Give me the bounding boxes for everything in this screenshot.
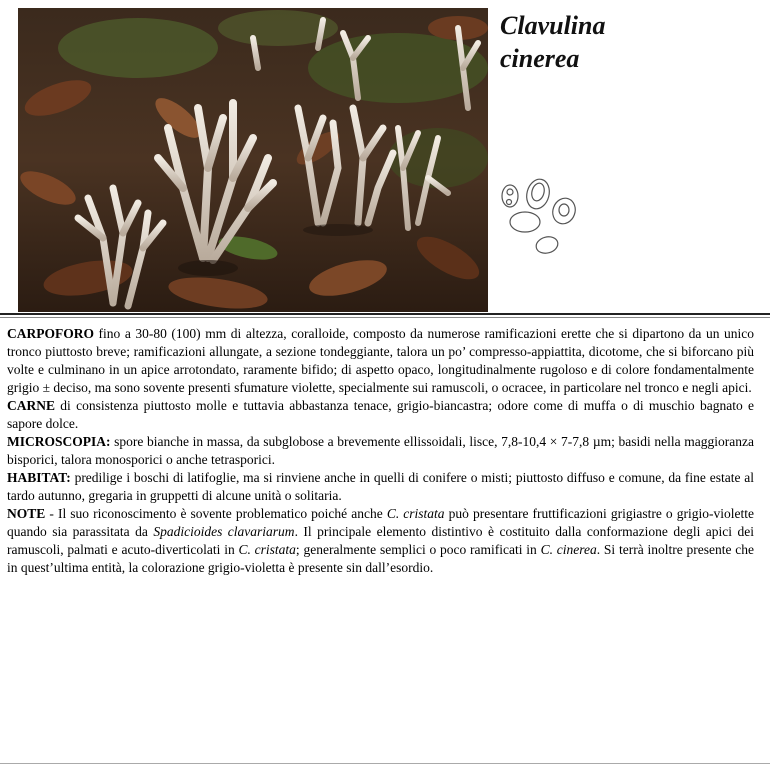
heading-note: NOTE xyxy=(7,506,46,521)
note-text-2: può presentare fruttificazioni grigiastre o grigio-violette quando sia parassitata da xyxy=(7,506,754,539)
specimen-photo xyxy=(18,8,488,312)
spores-drawing xyxy=(496,175,586,260)
text-habitat: predilige i boschi di latifoglie, ma si rinviene anche in quelli di conifere o misti; piuttosto diffuso e comune, da fine estate al tardo autunno, gregaria in gruppetti di alcune unità o solitaria. xyxy=(7,470,754,503)
species-title xyxy=(500,9,760,75)
note-text-3: . Il principale elemento distintivo è costituito dalla conformazione degli apici dei ramuscoli, palmati e acuto-diverticolati in xyxy=(7,524,755,557)
note-italic-1: C. cristata xyxy=(386,506,445,521)
text-microscopia: spore bianche in massa, da subglobose a brevemente ellissoidali, lisce, 7,8-10,4 × 7-7,8 µm; basidi nella maggioranza bisporici, talora monosporici o anche tetrasporici. xyxy=(7,434,754,467)
note-italic-2: Spadicioides clavariarum xyxy=(153,524,295,539)
heading-microscopia: MICROSCOPIA: xyxy=(7,434,111,449)
section-habitat xyxy=(7,469,754,505)
fungus-photo-illustration xyxy=(18,8,488,312)
title-species: cinerea xyxy=(500,44,580,73)
description-text xyxy=(7,325,754,577)
note-italic-4: C. cinerea xyxy=(540,542,597,557)
note-text-4: ; generalmente semplici o poco ramificati in xyxy=(295,542,541,557)
text-carpoforo: fino a 30-80 (100) mm di altezza, coralloide, composto da numerose ramificazioni erette che si dipartono da un unico tronco piuttosto breve; ramificazioni allungate, a sezione tondeggiante, talora un po’ compresso-appiattita, dicotome, che si biforcano più volte e culminano in un apice arrotondato, raramente bifido; di aspetto opaco, longitudinalmente rugoloso e di colore fondamentalmente grigio ± deciso, ma sono sovente presenti sfumature violette, specialmente sui ramuscoli, o ocracee, in particolare nel tronco e negli apici. xyxy=(7,326,754,395)
heading-carne: CARNE xyxy=(7,398,56,413)
spore-illustration xyxy=(496,175,586,265)
section-carne xyxy=(7,397,754,433)
header-divider xyxy=(0,313,770,315)
section-carpoforo xyxy=(7,325,754,397)
text-carne: di consistenza piuttosto molle e tuttavia abbastanza tenace, grigio-biancastra; odore come di muffa o di muschio bagnato e sapore dolce. xyxy=(7,398,754,431)
footer-divider xyxy=(0,763,770,764)
note-text-5: . Si terrà inoltre presente che in quest’ultima entità, la colorazione grigio-violetta è presente sin dall’esordio. xyxy=(7,542,755,575)
note-text-1: - Il suo riconoscimento è sovente problematico poiché anche xyxy=(45,506,387,521)
heading-habitat: HABITAT: xyxy=(7,470,71,485)
title-genus: Clavulina xyxy=(500,11,606,40)
section-note xyxy=(7,505,754,577)
heading-carpoforo: CARPOFORO xyxy=(7,326,94,341)
note-italic-3: C. cristata xyxy=(238,542,296,557)
header-divider-thin xyxy=(0,317,770,318)
section-microscopia xyxy=(7,433,754,469)
